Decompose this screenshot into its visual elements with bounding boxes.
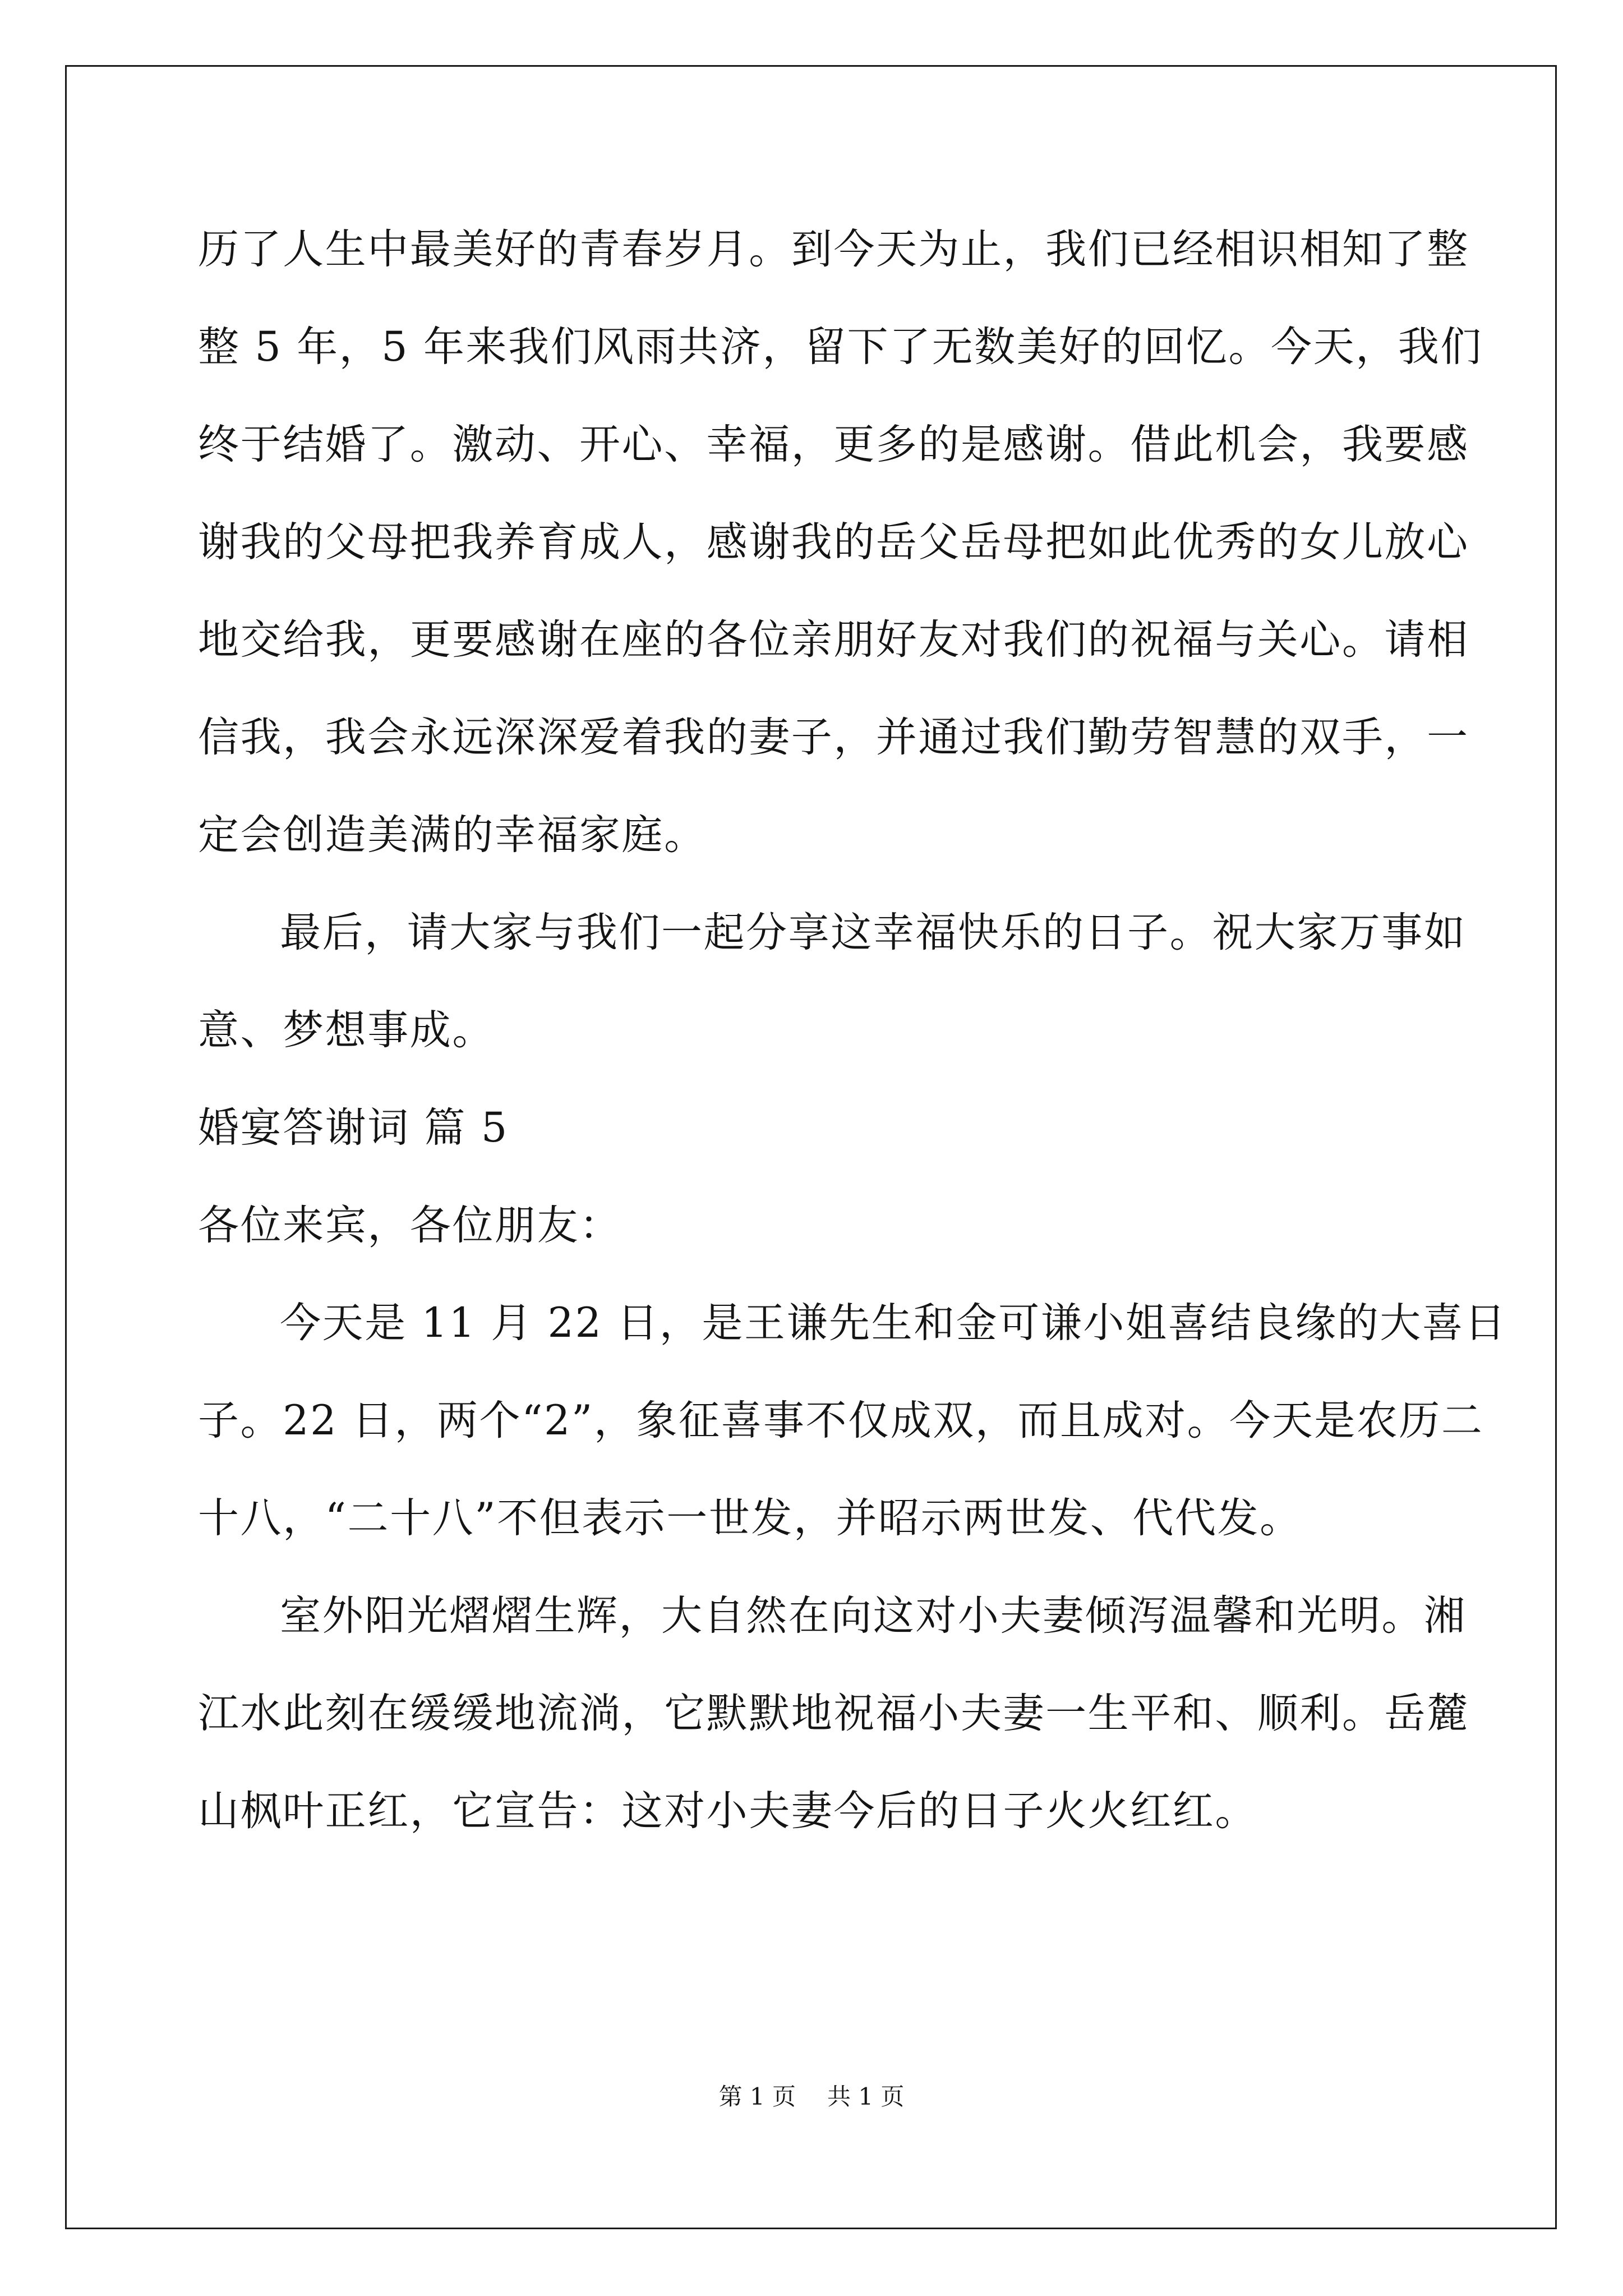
text-line-16: 江水此刻在缓缓地流淌，它默默地祝福小夫妻一生平和、顺利。岳麓 [198,1690,1469,1737]
text-line-17: 山枫叶正红，它宣告：这对小夫妻今后的日子火火红红。 [198,1787,1257,1835]
text-line-12: 今天是 11 月 22 日，是王谦先生和金可谦小姐喜结良缘的大喜日 [280,1299,1507,1347]
salutation: 各位来宾，各位朋友： [198,1202,622,1249]
text-line-1: 历了人生中最美好的青春岁月。到今天为止，我们已经相识相知了整 [198,226,1469,273]
text-line-14: 十八，“二十八”不但表示一世发，并昭示两世发、代代发。 [198,1494,1302,1542]
page-footer [0,2080,1623,2114]
page-number: 第 1 页 [718,2083,796,2110]
text-line-9: 意、梦想事成。 [198,1006,495,1054]
text-line-13: 子。22 日，两个“2”，象征喜事不仅成双，而且成对。今天是农历二 [198,1397,1484,1444]
section-heading: 婚宴答谢词 篇 5 [198,1104,509,1152]
text-line-7: 定会创造美满的幸福家庭。 [198,811,707,859]
text-line-2: 整 5 年，5 年来我们风雨共济，留下了无数美好的回忆。今天，我们 [198,323,1483,371]
text-line-6: 信我，我会永远深深爱着我的妻子，并通过我们勤劳智慧的双手，一 [198,714,1469,761]
document-body [198,216,1507,1875]
text-line-15: 室外阳光熠熠生辉，大自然在向这对小夫妻倾泻温馨和光明。湘 [280,1592,1467,1640]
text-line-5: 地交给我，更要感谢在座的各位亲朋好友对我们的祝福与关心。请相 [198,616,1469,664]
page-total: 共 1 页 [827,2083,905,2110]
text-line-3: 终于结婚了。激动、开心、幸福，更多的是感谢。借此机会，我要感 [198,421,1469,468]
text-line-8: 最后，请大家与我们一起分享这幸福快乐的日子。祝大家万事如 [280,909,1467,956]
text-line-4: 谢我的父母把我养育成人，感谢我的岳父岳母把如此优秀的女儿放心 [198,518,1469,566]
